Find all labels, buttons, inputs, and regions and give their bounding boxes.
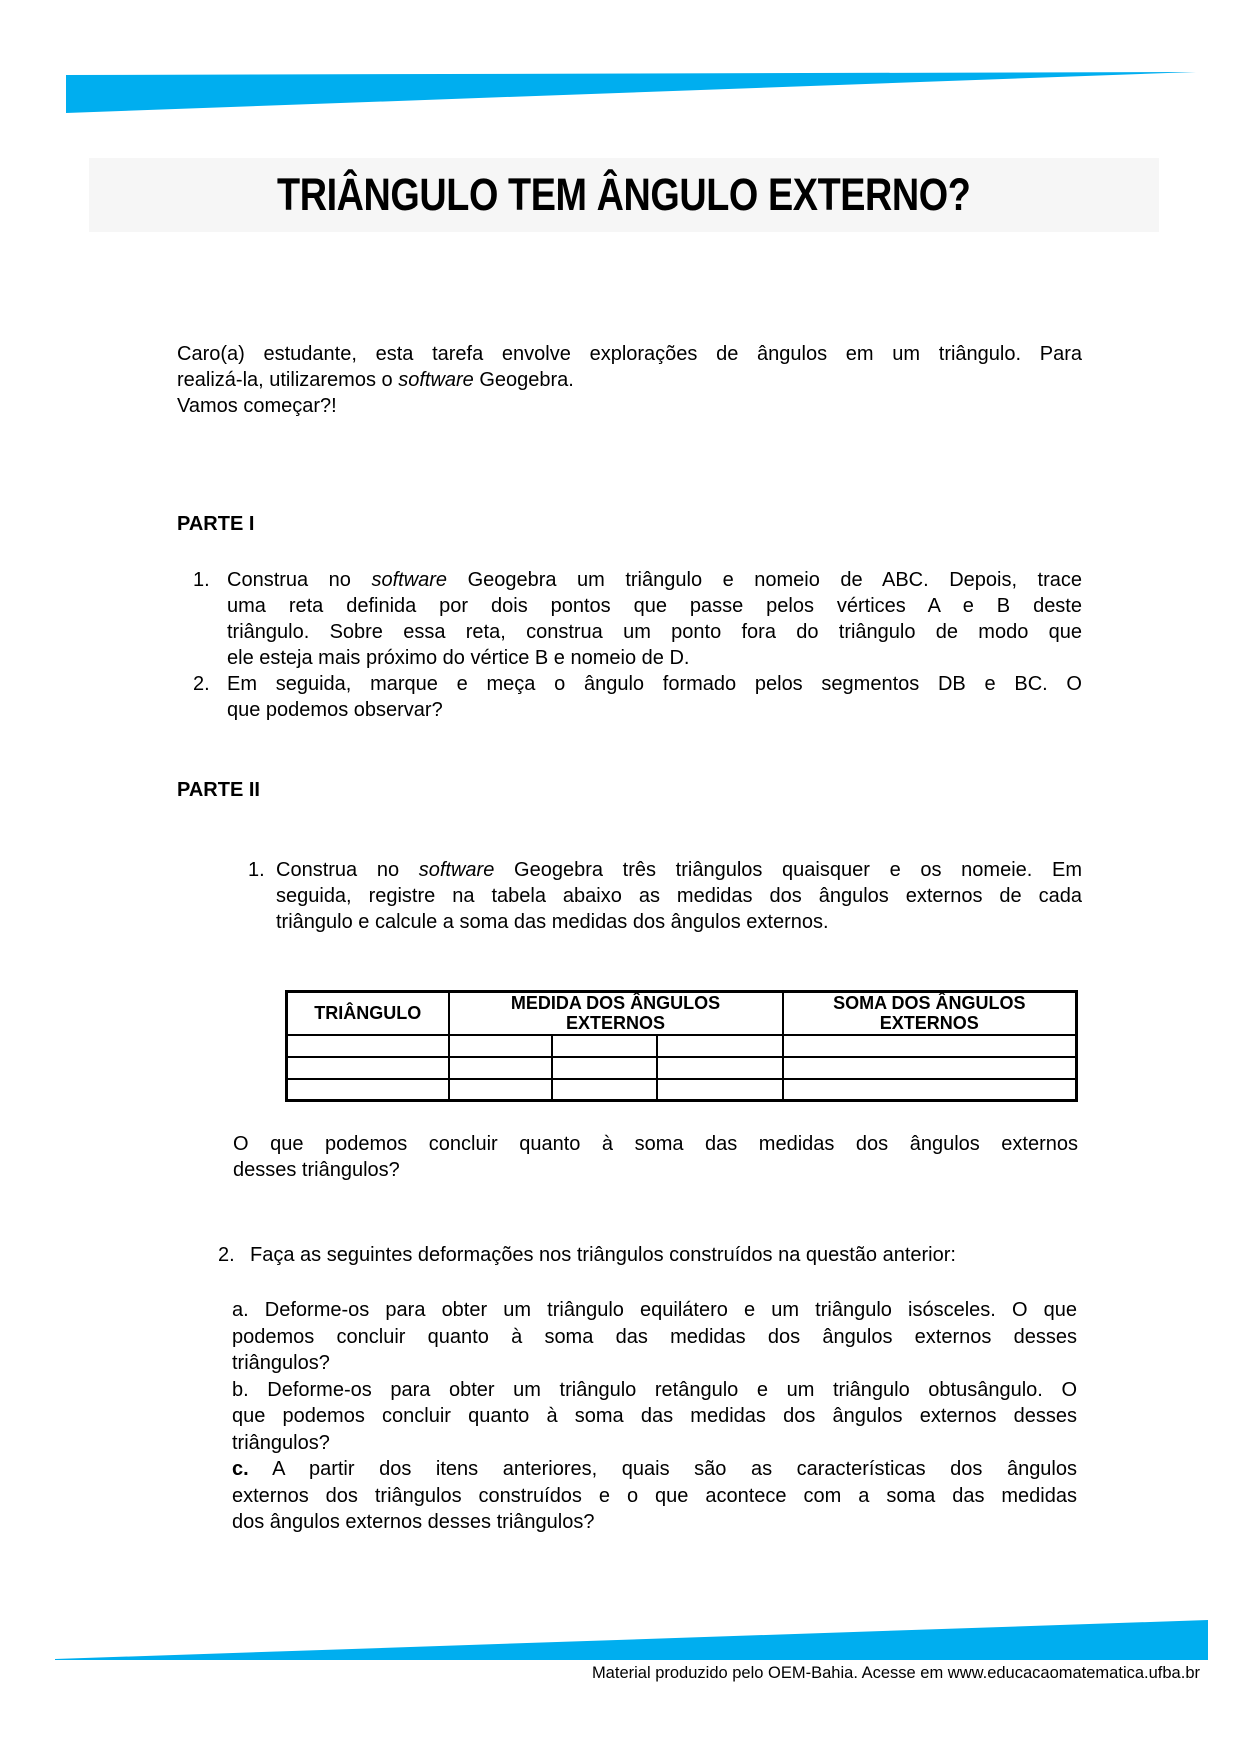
parte2-item1-line1-pre: Construa no	[276, 859, 419, 881]
table-empty-cell	[552, 1057, 657, 1079]
parte1-item1-line-4: ele esteja mais próximo do vértice B e nomeio de D.	[227, 647, 690, 669]
parte1-item2-line-1: Em seguida, marque e meça o ângulo formado pelos segmentos DB e BC. O	[227, 673, 1082, 695]
parte2-item1-line-1	[276, 857, 1082, 883]
subitem-c-line-2: externos dos triângulos construídos e o que acontece com a soma das medidas	[232, 1484, 1077, 1507]
table-empty-cell	[552, 1035, 657, 1057]
angles-table-wrapper	[285, 990, 1078, 1102]
header-cell-triangulo: TRIÂNGULO	[287, 992, 449, 1035]
bottom-banner-wedge	[55, 1620, 1208, 1660]
header-soma-line2: EXTERNOS	[879, 1013, 979, 1034]
top-banner-wedge	[66, 72, 1196, 113]
subitem-b-line-2: que podemos concluir quanto à soma das medidas dos ângulos externos desses	[232, 1405, 1077, 1427]
subitem-a-line-3: triângulos?	[232, 1352, 330, 1374]
parte2-item1	[276, 857, 1082, 935]
table-question-line-1: O que podemos concluir quanto à soma das medidas dos ângulos externos	[233, 1133, 1078, 1155]
table-header-row	[287, 992, 1077, 1035]
subitem-c-marker: c.	[232, 1458, 249, 1480]
table-empty-cell	[657, 1079, 783, 1101]
table-question-line-2: desses triângulos?	[233, 1159, 400, 1181]
parte2-item1-line-2: seguida, registre na tabela abaixo as medidas dos ângulos externos de cada	[276, 885, 1082, 907]
intro-line-2	[177, 367, 1082, 393]
table-empty-cell	[449, 1057, 552, 1079]
table-empty-cell	[449, 1035, 552, 1057]
header-cell-soma	[783, 992, 1077, 1035]
parte1-item2-marker: 2.	[193, 673, 210, 695]
header-cell-medida	[449, 992, 783, 1035]
parte1-item1-line-2: uma reta definida por dois pontos que passe pelos vértices A e B deste	[227, 595, 1082, 617]
parte2-item1-line1-post: Geogebra três triângulos quaisquer e os nomeie. Em	[494, 859, 1082, 881]
parte1-item1-line1-post: Geogebra um triângulo e nomeio de ABC. Depois, trace	[447, 569, 1082, 591]
subitem-c-line-3: dos ângulos externos desses triângulos?	[232, 1511, 595, 1533]
intro-paragraph	[177, 341, 1082, 419]
title-band	[89, 158, 1159, 232]
software-italic: software	[398, 369, 474, 391]
subitem-a-line-2: podemos concluir quanto à soma das medidas dos ângulos externos desses	[232, 1325, 1077, 1348]
page-title: TRIÂNGULO TEM ÂNGULO EXTERNO?	[277, 169, 971, 220]
table-empty-row	[287, 1079, 1077, 1101]
parte2-item1-marker: 1.	[248, 859, 265, 881]
angles-table	[285, 990, 1078, 1102]
table-question	[233, 1131, 1078, 1183]
subitem-b-line-3: triângulos?	[232, 1431, 330, 1454]
parte1-item2-line-2: que podemos observar?	[227, 699, 443, 721]
intro-line-2-pre: realizá-la, utilizaremos o	[177, 369, 399, 391]
table-empty-cell	[287, 1057, 449, 1079]
header-medida-line2: EXTERNOS	[566, 1013, 666, 1034]
parte1-item1-marker: 1.	[193, 569, 210, 591]
parte2-item2-text: Faça as seguintes deformações nos triângulos construídos na questão anterior:	[250, 1244, 956, 1266]
table-empty-cell	[657, 1035, 783, 1057]
table-empty-row	[287, 1057, 1077, 1079]
table-empty-cell	[783, 1035, 1077, 1057]
table-empty-cell	[657, 1057, 783, 1079]
header-medida-line1: MEDIDA DOS ÂNGULOS	[510, 993, 721, 1014]
parte1-list	[227, 567, 1082, 723]
software-italic: software	[418, 859, 495, 881]
parte1-item1-line-1	[227, 567, 1082, 593]
intro-line-1: Caro(a) estudante, esta tarefa envolve explorações de ângulos em um triângulo. Para	[177, 343, 1082, 365]
table-empty-row	[287, 1035, 1077, 1057]
table-empty-cell	[783, 1057, 1077, 1079]
intro-line-2-post: Geogebra.	[473, 369, 574, 391]
subitem-a-line-1: a. Deforme-os para obter um triângulo equilátero e um triângulo isósceles. O que	[232, 1299, 1077, 1321]
parte2-item1-line-3: triângulo e calcule a soma das medidas dos ângulos externos.	[276, 911, 829, 933]
intro-line-3: Vamos começar?!	[177, 395, 337, 417]
footer-credit: Material produzido pelo OEM-Bahia. Acesse em www.educacaomatematica.ufba.br	[591, 1664, 1200, 1682]
software-italic: software	[371, 569, 448, 591]
parte2-item2-marker: 2.	[218, 1244, 235, 1266]
header-soma-line1: SOMA DOS ÂNGULOS	[833, 993, 1026, 1014]
table-empty-cell	[287, 1079, 449, 1101]
subitem-c-line-1	[232, 1456, 1077, 1483]
parte1-heading: PARTE I	[177, 513, 255, 535]
table-empty-cell	[287, 1035, 449, 1057]
table-empty-cell	[783, 1079, 1077, 1101]
parte2-subitems	[232, 1297, 1077, 1536]
subitem-b-line-1: b. Deforme-os para obter um triângulo retângulo e um triângulo obtusângulo. O	[232, 1378, 1077, 1401]
parte1-item1-line-3: triângulo. Sobre essa reta, construa um ponto fora do triângulo de modo que	[227, 621, 1082, 643]
parte1-item1-line1-pre: Construa no	[227, 569, 372, 591]
parte2-heading: PARTE II	[177, 779, 260, 801]
subitem-c-line1-text: A partir dos itens anteriores, quais são as características dos ângulos	[248, 1458, 1077, 1480]
table-empty-cell	[552, 1079, 657, 1101]
table-empty-cell	[449, 1079, 552, 1101]
